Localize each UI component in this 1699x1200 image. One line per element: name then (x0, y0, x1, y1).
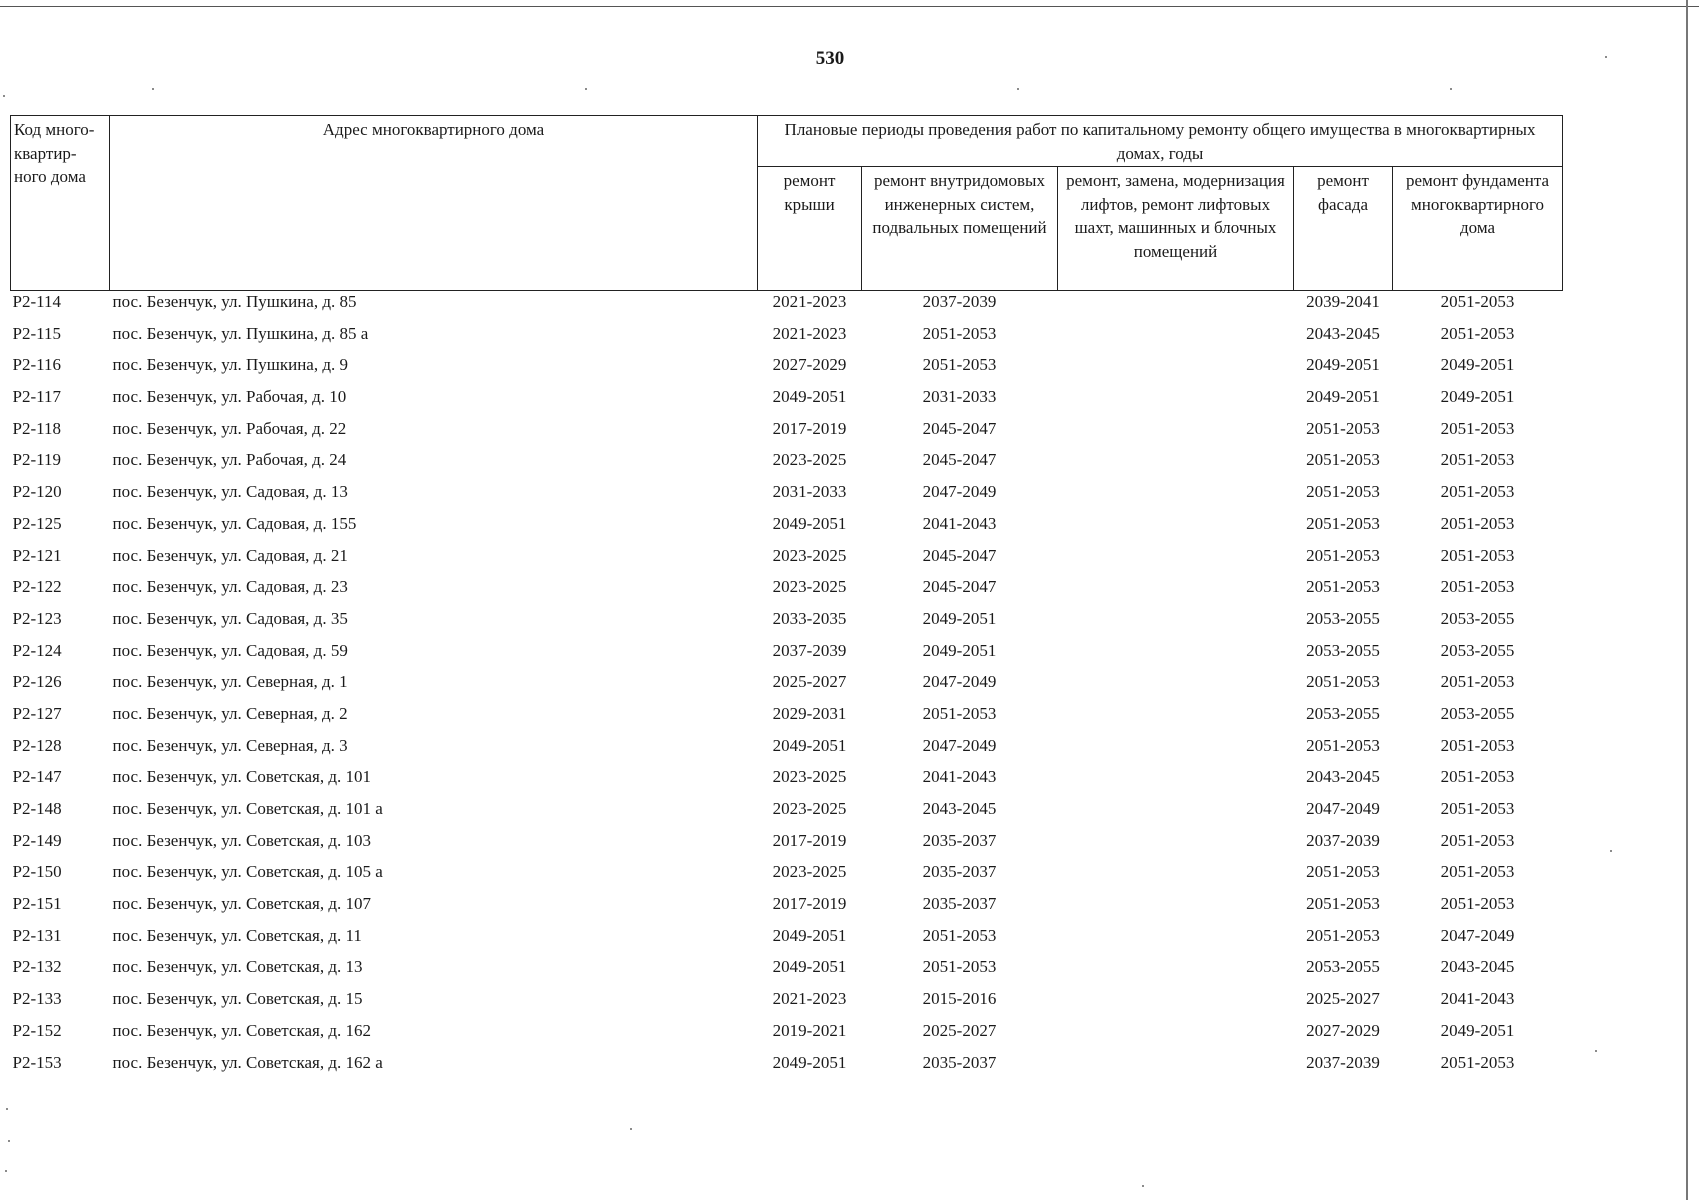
cell-facade: 2047-2049 (1306, 799, 1380, 818)
cell-engineering: 2041-2043 (922, 767, 997, 787)
table-body (11, 291, 1563, 1084)
cell-elevators (1058, 513, 1294, 545)
cell-engineering: 2051-2053 (922, 355, 997, 375)
cell-address: пос. Безенчук, ул. Пушкина, д. 85 а (112, 323, 369, 343)
cell-address: пос. Безенчук, ул. Советская, д. 107 (112, 894, 371, 914)
cell-address: пос. Безенчук, ул. Советская, д. 162 а (112, 1052, 383, 1072)
cell-facade: 2051-2053 (1306, 672, 1380, 692)
cell-foundation: 2051-2053 (1440, 418, 1515, 438)
cell-code: Р2-149 (12, 830, 62, 850)
cell-engineering: 2045-2047 (922, 545, 997, 565)
cell-facade: 2051-2053 (1306, 894, 1380, 914)
cell-address: пос. Безенчук, ул. Советская, д. 15 (112, 989, 363, 1009)
cell-facade: 2051-2053 (1306, 450, 1380, 470)
cell-engineering: 2043-2045 (922, 799, 997, 818)
table-row (11, 354, 1563, 386)
cell-code: Р2-117 (12, 387, 61, 407)
cell-foundation: 2049-2051 (1440, 1020, 1515, 1040)
cell-elevators (1058, 893, 1294, 925)
cell-facade: 2039-2041 (1306, 292, 1380, 311)
cell-code: Р2-153 (12, 1052, 62, 1072)
table-row (11, 386, 1563, 418)
cell-foundation: 2051-2053 (1440, 545, 1515, 565)
cell-facade: 2051-2053 (1306, 482, 1380, 502)
cell-code: Р2-114 (12, 292, 61, 311)
cell-elevators (1058, 449, 1294, 481)
cell-engineering: 2035-2037 (922, 1052, 997, 1072)
cell-elevators (1058, 481, 1294, 513)
cell-engineering: 2025-2027 (922, 1020, 997, 1040)
cell-roof: 2023-2025 (772, 799, 847, 818)
cell-code: Р2-131 (12, 925, 62, 945)
scan-speck (630, 1128, 632, 1130)
cell-elevators (1058, 386, 1294, 418)
cell-facade: 2053-2055 (1306, 640, 1380, 660)
cell-facade: 2051-2053 (1306, 862, 1380, 882)
cell-elevators (1058, 1020, 1294, 1052)
cell-address: пос. Безенчук, ул. Садовая, д. 21 (112, 545, 348, 565)
cell-engineering: 2045-2047 (922, 450, 997, 470)
cell-address: пос. Безенчук, ул. Садовая, д. 155 (112, 513, 357, 533)
cell-code: Р2-152 (12, 1020, 62, 1040)
cell-foundation: 2049-2051 (1440, 387, 1515, 407)
scan-speck (1610, 850, 1612, 852)
cell-address: пос. Безенчук, ул. Садовая, д. 35 (112, 608, 348, 628)
table-row (11, 1052, 1563, 1084)
table-row (11, 671, 1563, 703)
scan-speck (3, 95, 5, 97)
cell-roof: 2049-2051 (772, 735, 847, 755)
cell-facade: 2025-2027 (1306, 989, 1380, 1009)
cell-facade: 2049-2051 (1306, 355, 1380, 375)
scan-speck (6, 1108, 8, 1110)
cell-roof: 2023-2025 (772, 767, 847, 787)
cell-facade: 2051-2053 (1306, 545, 1380, 565)
cell-roof: 2049-2051 (772, 513, 847, 533)
cell-facade: 2037-2039 (1306, 1052, 1380, 1072)
cell-roof: 2025-2027 (772, 672, 847, 692)
cell-foundation: 2053-2055 (1440, 640, 1515, 660)
cell-elevators (1058, 861, 1294, 893)
column-header-elevators: ремонт, замена, модернизация лифтов, ремонт лифтовых шахт, машинных и блочных помещений (1058, 167, 1294, 291)
cell-foundation: 2047-2049 (1440, 925, 1515, 945)
cell-engineering: 2031-2033 (922, 387, 997, 407)
cell-roof: 2021-2023 (772, 292, 847, 311)
cell-elevators (1058, 576, 1294, 608)
cell-address: пос. Безенчук, ул. Садовая, д. 23 (112, 577, 348, 597)
cell-elevators (1058, 323, 1294, 355)
cell-foundation: 2051-2053 (1440, 482, 1515, 502)
cell-roof: 2049-2051 (772, 925, 847, 945)
cell-address: пос. Безенчук, ул. Пушкина, д. 85 (112, 292, 357, 311)
cell-elevators (1058, 925, 1294, 957)
table-row (11, 988, 1563, 1020)
cell-roof: 2023-2025 (772, 545, 847, 565)
table-row (11, 545, 1563, 577)
table-row (11, 323, 1563, 355)
cell-engineering: 2047-2049 (922, 735, 997, 755)
table-row (11, 640, 1563, 672)
cell-roof: 2021-2023 (772, 989, 847, 1009)
right-page-edge (1686, 0, 1688, 1200)
table-row (11, 893, 1563, 925)
cell-roof: 2049-2051 (772, 1052, 847, 1072)
cell-facade: 2049-2051 (1306, 387, 1380, 407)
cell-foundation: 2051-2053 (1440, 577, 1515, 597)
cell-code: Р2-121 (12, 545, 62, 565)
cell-elevators (1058, 545, 1294, 577)
cell-address: пос. Безенчук, ул. Северная, д. 1 (112, 672, 348, 692)
cell-engineering: 2047-2049 (922, 672, 997, 692)
cell-facade: 2053-2055 (1306, 608, 1380, 628)
cell-facade: 2027-2029 (1306, 1020, 1380, 1040)
cell-address: пос. Безенчук, ул. Рабочая, д. 10 (112, 387, 347, 407)
cell-roof: 2049-2051 (772, 957, 847, 977)
cell-foundation: 2041-2043 (1440, 989, 1515, 1009)
table-row (11, 481, 1563, 513)
table-row (11, 861, 1563, 893)
cell-elevators (1058, 1052, 1294, 1084)
cell-foundation: 2051-2053 (1440, 767, 1515, 787)
cell-foundation: 2051-2053 (1440, 894, 1515, 914)
cell-foundation: 2051-2053 (1440, 735, 1515, 755)
scan-speck (1605, 56, 1607, 58)
table-row (11, 956, 1563, 988)
cell-code: Р2-148 (12, 799, 62, 818)
scan-speck (1017, 88, 1019, 90)
cell-code: Р2-128 (12, 735, 62, 755)
table-row (11, 418, 1563, 450)
cell-code: Р2-123 (12, 608, 62, 628)
cell-address: пос. Безенчук, ул. Садовая, д. 59 (112, 640, 348, 660)
column-header-foundation: ремонт фундамента многоквартирного дома (1393, 167, 1563, 291)
cell-foundation: 2051-2053 (1440, 830, 1515, 850)
top-border-line (0, 6, 1699, 7)
cell-engineering: 2049-2051 (922, 608, 997, 628)
cell-roof: 2017-2019 (772, 418, 847, 438)
cell-elevators (1058, 735, 1294, 767)
cell-engineering: 2037-2039 (922, 292, 997, 311)
cell-engineering: 2051-2053 (922, 703, 997, 723)
cell-engineering: 2041-2043 (922, 513, 997, 533)
cell-address: пос. Безенчук, ул. Советская, д. 105 а (112, 862, 383, 882)
cell-roof: 2017-2019 (772, 830, 847, 850)
table-row (11, 830, 1563, 862)
cell-engineering: 2045-2047 (922, 418, 997, 438)
cell-engineering: 2035-2037 (922, 830, 997, 850)
cell-facade: 2051-2053 (1306, 735, 1380, 755)
cell-engineering: 2049-2051 (922, 640, 997, 660)
cell-foundation: 2051-2053 (1440, 862, 1515, 882)
cell-roof: 2021-2023 (772, 323, 847, 343)
cell-elevators (1058, 640, 1294, 672)
cell-address: пос. Безенчук, ул. Советская, д. 101 а (112, 799, 383, 818)
cell-elevators (1058, 703, 1294, 735)
cell-roof: 2023-2025 (772, 862, 847, 882)
cell-foundation: 2043-2045 (1440, 957, 1515, 977)
cell-engineering: 2051-2053 (922, 323, 997, 343)
cell-elevators (1058, 798, 1294, 830)
cell-code: Р2-127 (12, 703, 62, 723)
table-row (11, 449, 1563, 481)
cell-address: пос. Безенчук, ул. Садовая, д. 13 (112, 482, 348, 502)
column-header-code: Код много-квартир-ного дома (11, 116, 110, 291)
table-row (11, 576, 1563, 608)
cell-roof: 2031-2033 (772, 482, 847, 502)
cell-engineering: 2045-2047 (922, 577, 997, 597)
cell-code: Р2-119 (12, 450, 61, 470)
cell-code: Р2-147 (12, 767, 62, 787)
cell-roof: 2033-2035 (772, 608, 847, 628)
cell-roof: 2027-2029 (772, 355, 847, 375)
cell-code: Р2-124 (12, 640, 62, 660)
cell-address: пос. Безенчук, ул. Советская, д. 11 (112, 925, 362, 945)
cell-elevators (1058, 671, 1294, 703)
cell-foundation: 2051-2053 (1440, 1052, 1515, 1072)
cell-foundation: 2049-2051 (1440, 355, 1515, 375)
cell-roof: 2017-2019 (772, 894, 847, 914)
cell-code: Р2-122 (12, 577, 62, 597)
cell-address: пос. Безенчук, ул. Северная, д. 2 (112, 703, 348, 723)
cell-foundation: 2051-2053 (1440, 672, 1515, 692)
scan-speck (152, 88, 154, 90)
cell-elevators (1058, 956, 1294, 988)
cell-address: пос. Безенчук, ул. Советская, д. 162 (112, 1020, 371, 1040)
cell-engineering: 2035-2037 (922, 862, 997, 882)
cell-foundation: 2051-2053 (1440, 450, 1515, 470)
cell-code: Р2-116 (12, 355, 61, 375)
cell-roof: 2037-2039 (772, 640, 847, 660)
cell-foundation: 2051-2053 (1440, 513, 1515, 533)
cell-facade: 2051-2053 (1306, 418, 1380, 438)
cell-foundation: 2051-2053 (1440, 799, 1515, 818)
table-row (11, 735, 1563, 767)
page-number: 530 (815, 48, 845, 69)
column-header-roof: ремонт крыши (758, 167, 862, 291)
cell-elevators (1058, 608, 1294, 640)
table-row (11, 291, 1563, 323)
cell-address: пос. Безенчук, ул. Рабочая, д. 24 (112, 450, 347, 470)
cell-code: Р2-125 (12, 513, 62, 533)
cell-engineering: 2051-2053 (922, 925, 997, 945)
table-row (11, 513, 1563, 545)
cell-code: Р2-118 (12, 418, 61, 438)
column-header-facade: ремонт фасада (1294, 167, 1393, 291)
column-header-periods: Плановые периоды проведения работ по капитальному ремонту общего имущества в многоквартирных домах, годы (758, 116, 1563, 167)
cell-facade: 2051-2053 (1306, 925, 1380, 945)
cell-code: Р2-120 (12, 482, 62, 502)
cell-facade: 2051-2053 (1306, 577, 1380, 597)
scan-speck (8, 1140, 10, 1142)
cell-roof: 2023-2025 (772, 450, 847, 470)
cell-code: Р2-115 (12, 323, 61, 343)
cell-code: Р2-132 (12, 957, 62, 977)
cell-roof: 2019-2021 (772, 1020, 847, 1040)
table-row (11, 703, 1563, 735)
cell-elevators (1058, 830, 1294, 862)
capital-repair-table (10, 115, 1563, 1083)
cell-engineering: 2035-2037 (922, 894, 997, 914)
column-header-engineering: ремонт внутридомовых инженерных систем, подвальных помещений (862, 167, 1058, 291)
cell-engineering: 2047-2049 (922, 482, 997, 502)
cell-facade: 2053-2055 (1306, 703, 1380, 723)
table-row (11, 608, 1563, 640)
cell-code: Р2-151 (12, 894, 62, 914)
cell-foundation: 2051-2053 (1440, 323, 1515, 343)
table-row (11, 766, 1563, 798)
cell-roof: 2023-2025 (772, 577, 847, 597)
table-row (11, 798, 1563, 830)
cell-address: пос. Безенчук, ул. Советская, д. 101 (112, 767, 371, 787)
scan-speck (1595, 1050, 1597, 1052)
cell-elevators (1058, 291, 1294, 323)
cell-address: пос. Безенчук, ул. Советская, д. 103 (112, 830, 371, 850)
cell-elevators (1058, 354, 1294, 386)
cell-address: пос. Безенчук, ул. Рабочая, д. 22 (112, 418, 347, 438)
cell-code: Р2-150 (12, 862, 62, 882)
cell-roof: 2049-2051 (772, 387, 847, 407)
scan-speck (5, 1170, 7, 1172)
cell-foundation: 2051-2053 (1440, 292, 1515, 311)
scan-speck (585, 88, 587, 90)
cell-engineering: 2015-2016 (922, 989, 997, 1009)
cell-facade: 2051-2053 (1306, 513, 1380, 533)
cell-foundation: 2053-2055 (1440, 703, 1515, 723)
column-header-address: Адрес многоквартирного дома (110, 116, 758, 291)
cell-roof: 2029-2031 (772, 703, 847, 723)
cell-elevators (1058, 988, 1294, 1020)
table-row (11, 925, 1563, 957)
cell-code: Р2-126 (12, 672, 62, 692)
cell-address: пос. Безенчук, ул. Советская, д. 13 (112, 957, 363, 977)
cell-facade: 2043-2045 (1306, 767, 1380, 787)
table-row (11, 1020, 1563, 1052)
cell-address: пос. Безенчук, ул. Северная, д. 3 (112, 735, 348, 755)
cell-facade: 2043-2045 (1306, 323, 1380, 343)
cell-engineering: 2051-2053 (922, 957, 997, 977)
table-header (11, 116, 1563, 291)
cell-address: пос. Безенчук, ул. Пушкина, д. 9 (112, 355, 349, 375)
scan-speck (1450, 88, 1452, 90)
cell-facade: 2053-2055 (1306, 957, 1380, 977)
cell-elevators (1058, 418, 1294, 450)
scan-speck (1142, 1185, 1144, 1187)
cell-facade: 2037-2039 (1306, 830, 1380, 850)
cell-code: Р2-133 (12, 989, 62, 1009)
cell-elevators (1058, 766, 1294, 798)
cell-foundation: 2053-2055 (1440, 608, 1515, 628)
